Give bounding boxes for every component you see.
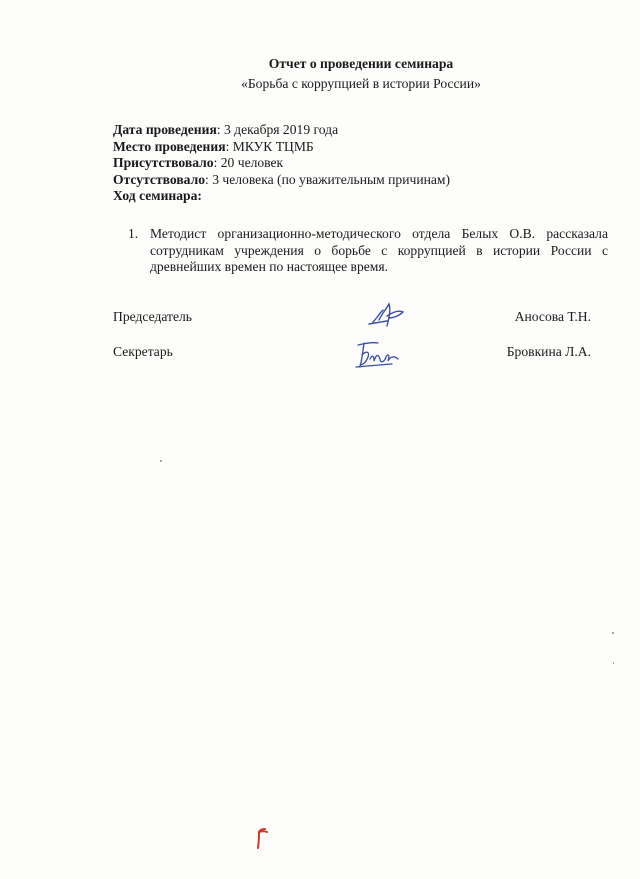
chair-signature-row: [113, 307, 591, 327]
document-title: [0, 54, 640, 94]
chair-name: Аносова Т.Н.: [514, 309, 591, 324]
chair-handwritten-signature: [365, 300, 409, 330]
red-ink-mark: [255, 826, 271, 852]
info-row-date: [113, 122, 613, 139]
info-value: : 20 человек: [213, 155, 284, 170]
title-heading: Отчет о проведении семинара: [268, 56, 454, 71]
info-value: : 3 декабря 2019 года: [216, 122, 339, 137]
info-value: : 3 человека (по уважительным причинам): [205, 171, 451, 187]
agenda-list: [128, 226, 608, 276]
scan-speck: [613, 662, 614, 664]
agenda-text: Методист организационно-методического отдела Белых О.В. рассказала сотрудникам учреждения о борьбе с коррупцией в истории России с древнейших времен по настоящее время.: [150, 226, 608, 274]
secretary-name: Бровкина Л.А.: [506, 344, 591, 359]
secretary-role: Секретарь: [113, 344, 173, 359]
info-label: Место проведения: [113, 138, 226, 154]
info-row-progress: [113, 188, 613, 205]
info-row-present: [113, 155, 613, 172]
info-label: Отсутствовало: [113, 171, 206, 187]
title-subject: «Борьба с коррупцией в истории России»: [241, 76, 481, 91]
agenda-item: [128, 226, 608, 276]
chair-role: Председатель: [113, 309, 192, 324]
info-label: Дата проведения: [113, 122, 217, 137]
scan-speck: [612, 632, 614, 634]
info-row-absent: [113, 172, 613, 189]
agenda-number: 1.: [128, 226, 139, 241]
info-value: : МКУК ТЦМБ: [225, 138, 314, 154]
info-row-place: [113, 139, 613, 156]
info-label: Ход семинара:: [113, 188, 202, 203]
info-label: Присутствовало: [113, 155, 214, 170]
seminar-info: [113, 122, 613, 205]
secretary-handwritten-signature: [352, 337, 404, 371]
scan-speck: [160, 460, 162, 462]
